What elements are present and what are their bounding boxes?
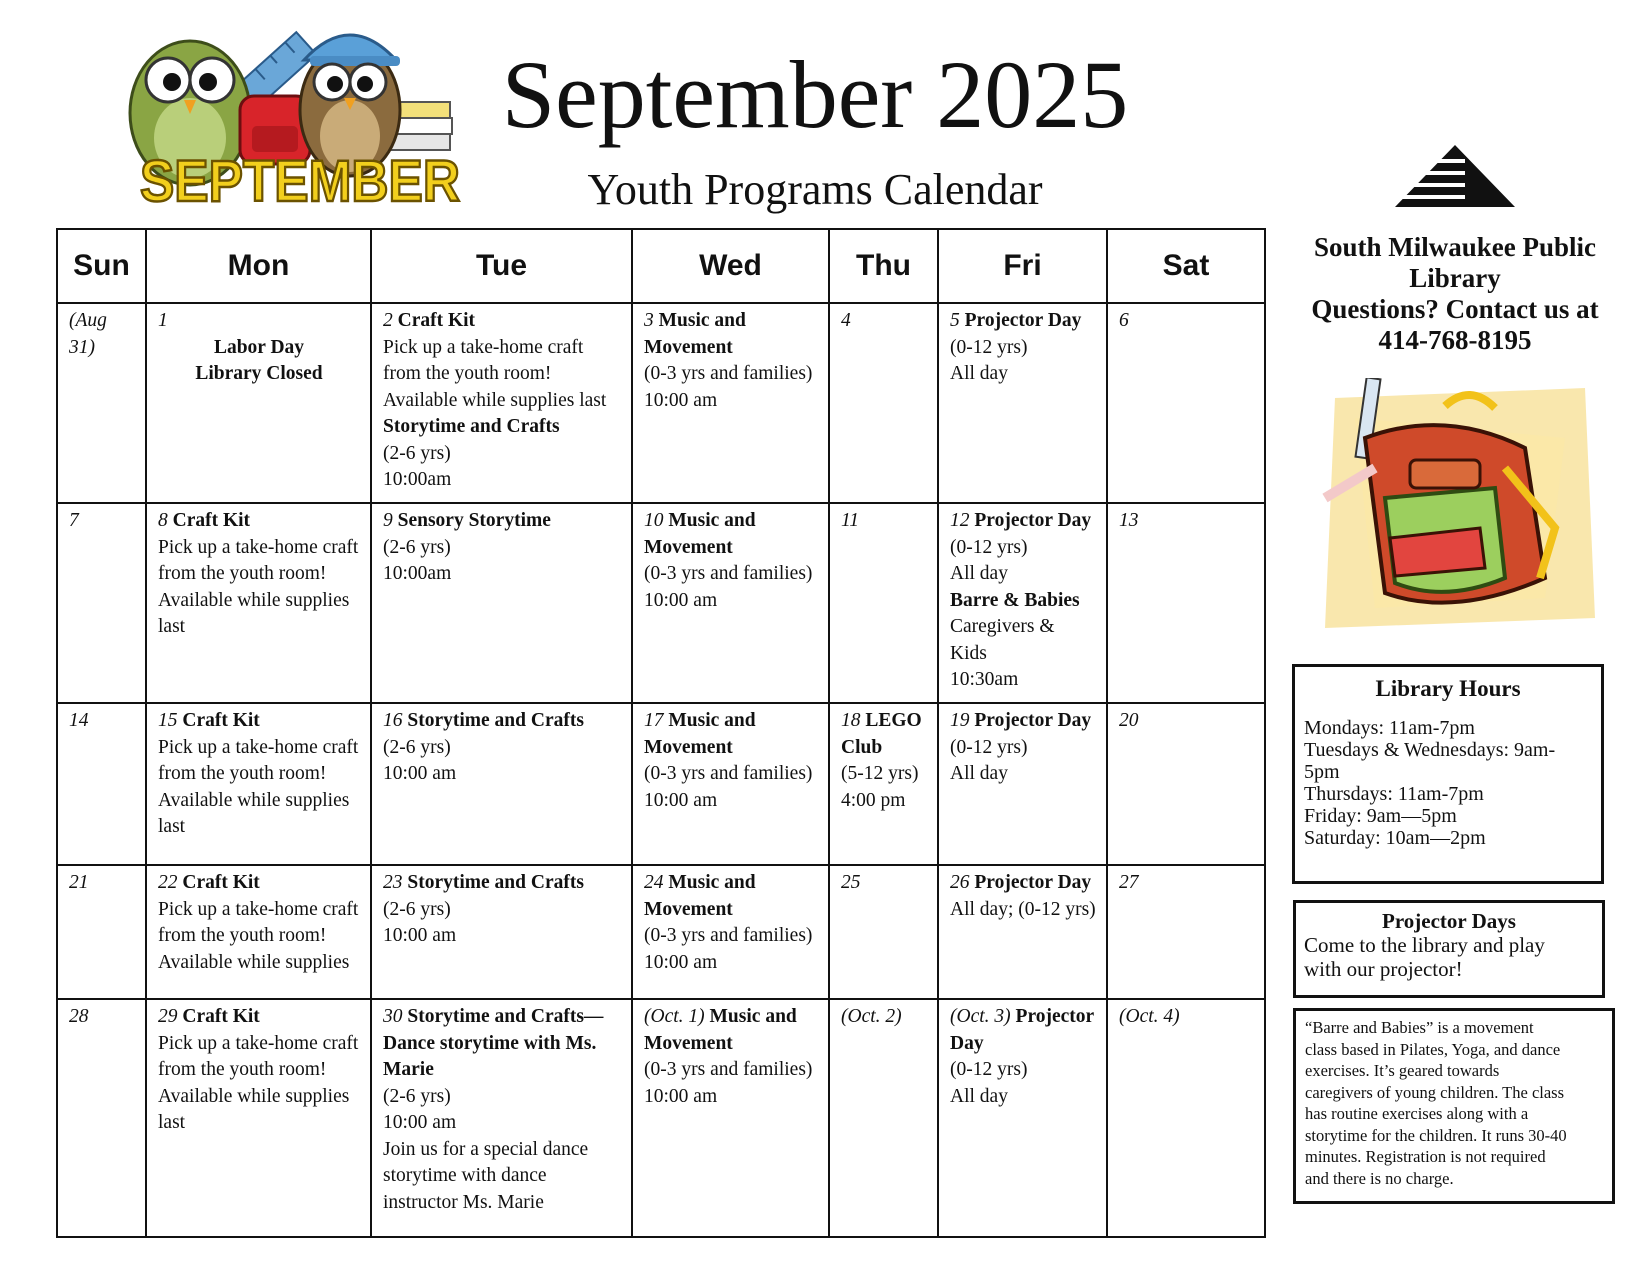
day-number: 15 xyxy=(158,710,178,732)
event-title: Labor Day xyxy=(213,336,305,358)
event-detail: (5-12 yrs) xyxy=(841,763,919,785)
day-number: (Oct. 4) xyxy=(1119,1006,1180,1028)
event-line xyxy=(644,708,818,735)
day-number: (Aug 31) xyxy=(69,310,107,358)
calendar-day-cell xyxy=(146,999,371,1237)
calendar-day-cell xyxy=(1107,503,1265,703)
barre-line: class based in Pilates, Yoga, and dance xyxy=(1305,1039,1561,1059)
calendar-day-cell xyxy=(146,865,371,999)
day-number: 11 xyxy=(841,510,860,532)
projector-days-box xyxy=(1293,900,1605,998)
event-detail: Available while supplies xyxy=(158,1085,350,1107)
event-title: Library Closed xyxy=(195,363,323,384)
barre-line: storytime for the children. It runs 30-40 xyxy=(1305,1125,1567,1145)
event-title: Storytime and Crafts xyxy=(407,710,584,732)
calendar-week-row xyxy=(57,503,1265,703)
event-line xyxy=(644,308,818,335)
event-title: Sensory Storytime xyxy=(397,510,551,532)
event-line xyxy=(383,508,621,535)
barre-line: and there is no charge. xyxy=(1305,1168,1454,1188)
projector-line: Come to the library and play xyxy=(1304,933,1545,957)
day-number: 5 xyxy=(950,310,960,331)
day-number: 14 xyxy=(69,710,89,732)
event-line xyxy=(383,870,621,897)
event-line xyxy=(158,708,360,735)
event-detail: All day xyxy=(950,363,1008,384)
event-detail: (0-12 yrs) xyxy=(950,336,1028,358)
barre-line: caregivers of young children. The class xyxy=(1305,1082,1565,1102)
barre-babies-box xyxy=(1293,1008,1615,1204)
event-line xyxy=(644,508,818,535)
event-detail: 10:00 am xyxy=(644,1085,718,1107)
day-number: 2 xyxy=(383,310,393,331)
weekday-sun: Sun xyxy=(57,229,146,303)
event-detail: last xyxy=(158,816,186,838)
day-number: 27 xyxy=(1119,872,1139,894)
event-line xyxy=(950,308,1096,335)
event-title: Craft Kit xyxy=(182,710,260,732)
calendar-week-row xyxy=(57,303,1265,503)
calendar-day-cell xyxy=(57,303,146,503)
event-detail: (0-3 yrs and families) xyxy=(644,763,813,785)
event-title: Projector Day xyxy=(974,710,1092,732)
event-detail: Pick up a take-home craft xyxy=(158,736,359,758)
event-detail: Available while supplies xyxy=(158,951,350,973)
calendar-day-cell xyxy=(938,865,1107,999)
weekday-thu: Thu xyxy=(829,229,938,303)
day-number: 28 xyxy=(69,1006,89,1028)
calendar-day-cell xyxy=(1107,865,1265,999)
projector-line: with our projector! xyxy=(1304,957,1463,981)
calendar-day-cell xyxy=(146,703,371,865)
event-title: Craft Kit xyxy=(172,510,251,532)
weekday-header-row xyxy=(57,229,1265,303)
event-line xyxy=(383,1004,621,1031)
event-detail: (2-6 yrs) xyxy=(383,736,451,758)
event-detail: last xyxy=(158,1112,186,1134)
event-detail: All day; (0-12 yrs) xyxy=(950,898,1096,920)
day-number: 21 xyxy=(69,872,89,894)
weekday-tue: Tue xyxy=(371,229,632,303)
event-title: Barre & Babies xyxy=(950,589,1080,611)
day-number: 9 xyxy=(383,510,393,532)
library-hours-box xyxy=(1292,664,1604,884)
calendar-week-row xyxy=(57,999,1265,1237)
day-number: 24 xyxy=(644,872,664,894)
library-name-line: South Milwaukee Public xyxy=(1313,232,1597,262)
event-title: Music and xyxy=(658,310,746,331)
event-title: Craft Kit xyxy=(182,1006,260,1028)
event-detail: Pick up a take-home craft xyxy=(158,536,359,558)
calendar-day-cell xyxy=(57,503,146,703)
event-detail: (0-12 yrs) xyxy=(950,736,1028,758)
weekday-wed: Wed xyxy=(632,229,829,303)
event-detail: Pick up a take-home craft xyxy=(383,336,584,358)
calendar-day-cell xyxy=(371,703,632,865)
calendar-day-cell xyxy=(57,865,146,999)
day-number: 20 xyxy=(1119,710,1139,732)
event-title: Movement xyxy=(644,536,733,558)
event-line xyxy=(950,1004,1096,1031)
hours-line: Saturday: 10am—2pm xyxy=(1304,827,1486,849)
event-title: Projector Day xyxy=(964,310,1082,331)
event-detail: Caregivers & Kids xyxy=(950,616,1055,664)
event-detail: 10:30am xyxy=(950,669,1019,691)
day-number: 1 xyxy=(158,310,168,331)
calendar-day-cell xyxy=(829,999,938,1237)
event-detail: 10:00am xyxy=(383,469,452,490)
event-detail: 10:00 am xyxy=(383,925,457,947)
event-title: Marie xyxy=(383,1059,434,1081)
calendar-day-cell xyxy=(146,503,371,703)
contact-line: Questions? Contact us at xyxy=(1311,294,1599,324)
event-title: Club xyxy=(841,736,883,758)
event-title: Storytime and Crafts xyxy=(383,416,560,437)
event-detail: 4:00 pm xyxy=(841,789,906,811)
event-title: Music and xyxy=(668,510,756,532)
day-number: 7 xyxy=(69,510,79,532)
event-line xyxy=(383,308,621,335)
event-title: Craft Kit xyxy=(182,872,260,894)
event-detail: Pick up a take-home craft xyxy=(158,898,359,920)
event-detail: 10:00am xyxy=(383,563,452,585)
day-number: 10 xyxy=(644,510,664,532)
library-name-line: Library xyxy=(1409,263,1501,293)
phone-number: 414-768-8195 xyxy=(1378,325,1532,355)
calendar-day-cell xyxy=(632,303,829,503)
event-line xyxy=(950,708,1096,735)
event-line xyxy=(950,508,1096,535)
calendar-day-cell xyxy=(829,703,938,865)
weekday-mon: Mon xyxy=(146,229,371,303)
day-number: 17 xyxy=(644,710,664,732)
day-number: 30 xyxy=(383,1006,403,1028)
event-title: Movement xyxy=(644,898,733,920)
event-title: Day xyxy=(950,1032,984,1054)
day-number: 13 xyxy=(1119,510,1139,532)
calendar-day-cell xyxy=(938,703,1107,865)
library-contact xyxy=(1290,232,1620,356)
event-title: Movement xyxy=(644,736,733,758)
event-title: Projector xyxy=(1015,1006,1095,1028)
event-detail: Join us for a special dance xyxy=(383,1138,589,1160)
library-logo xyxy=(1395,145,1515,211)
weekday-fri: Fri xyxy=(938,229,1107,303)
event-line xyxy=(158,508,360,535)
event-detail: (0-12 yrs) xyxy=(950,1059,1028,1081)
event-title: Storytime and Crafts— xyxy=(407,1006,604,1028)
projector-days-title: Projector Days xyxy=(1382,909,1516,933)
day-number: (Oct. 1) xyxy=(644,1006,705,1028)
calendar-day-cell xyxy=(371,865,632,999)
event-detail: 10:00 am xyxy=(644,951,718,973)
event-detail: from the youth room! xyxy=(158,925,327,947)
calendar-day-cell xyxy=(829,303,938,503)
event-detail: from the youth room! xyxy=(158,1059,327,1081)
calendar-day-cell xyxy=(632,703,829,865)
event-title: Music and xyxy=(668,872,756,894)
event-title: Music and xyxy=(668,710,756,732)
event-title: Dance storytime with Ms. xyxy=(383,1032,597,1054)
event-detail: (2-6 yrs) xyxy=(383,442,451,464)
weekday-sat: Sat xyxy=(1107,229,1265,303)
event-detail: instructor Ms. Marie xyxy=(383,1191,544,1213)
event-line xyxy=(950,870,1096,897)
event-detail: from the youth room! xyxy=(158,563,327,585)
calendar-day-cell xyxy=(371,503,632,703)
event-detail: 10:00 am xyxy=(644,389,718,411)
day-number: 23 xyxy=(383,872,403,894)
event-detail: Available while supplies xyxy=(158,589,350,611)
event-detail: (0-3 yrs and families) xyxy=(644,925,813,947)
calendar-day-cell xyxy=(371,303,632,503)
event-title: Craft Kit xyxy=(397,310,476,331)
day-number: 25 xyxy=(841,872,861,894)
barre-line: has routine exercises along with a xyxy=(1305,1104,1529,1123)
calendar-week-row xyxy=(57,865,1265,999)
event-line xyxy=(158,1004,360,1031)
hours-line: 5pm xyxy=(1304,761,1340,783)
calendar-day-cell xyxy=(57,999,146,1237)
event-line xyxy=(644,870,818,897)
day-number: 22 xyxy=(158,872,178,894)
event-line xyxy=(158,870,360,897)
calendar-day-cell xyxy=(938,303,1107,503)
event-detail: All day xyxy=(950,563,1008,585)
event-line xyxy=(841,708,927,735)
hours-line: Tuesdays & Wednesdays: 9am- xyxy=(1304,739,1556,761)
hours-line: Mondays: 11am-7pm xyxy=(1304,717,1475,739)
event-title: Storytime and Crafts xyxy=(407,872,584,894)
barre-line: exercises. It’s geared towards xyxy=(1305,1061,1500,1080)
calendar-day-cell xyxy=(371,999,632,1237)
event-title: Music and xyxy=(709,1006,797,1028)
september-owls-clipart xyxy=(120,18,480,213)
day-number: 16 xyxy=(383,710,403,732)
calendar-day-cell xyxy=(1107,303,1265,503)
library-hours-title: Library Hours xyxy=(1375,676,1521,701)
calendar-day-cell xyxy=(632,503,829,703)
calendar-day-cell xyxy=(632,865,829,999)
event-line xyxy=(644,1004,818,1031)
event-detail: from the youth room! xyxy=(383,363,552,384)
event-detail: (0-3 yrs and families) xyxy=(644,563,813,585)
september-clipart-text: SEPTEMBER xyxy=(140,149,460,213)
event-detail: 10:00 am xyxy=(644,789,718,811)
event-detail: last xyxy=(158,616,186,638)
calendar-day-cell xyxy=(146,303,371,503)
day-number: 26 xyxy=(950,872,970,894)
page-title: September 2025 xyxy=(501,41,1129,148)
event-detail: (0-3 yrs and families) xyxy=(644,1059,813,1081)
calendar-day-cell xyxy=(938,999,1107,1237)
event-detail: Available while supplies xyxy=(158,789,350,811)
event-detail: 10:00 am xyxy=(383,763,457,785)
day-number: 8 xyxy=(158,510,168,532)
day-number: (Oct. 2) xyxy=(841,1006,902,1028)
event-detail: (0-3 yrs and families) xyxy=(644,363,813,384)
calendar-day-cell xyxy=(938,503,1107,703)
day-number: (Oct. 3) xyxy=(950,1006,1011,1028)
event-detail: All day xyxy=(950,763,1008,785)
event-title: Projector Day xyxy=(974,510,1092,532)
event-detail: (0-12 yrs) xyxy=(950,536,1028,558)
event-detail: 10:00 am xyxy=(644,589,718,611)
day-number: 29 xyxy=(158,1006,178,1028)
day-number: 3 xyxy=(644,310,654,331)
event-detail: (2-6 yrs) xyxy=(383,1085,451,1107)
event-detail: Available while supplies last xyxy=(383,389,607,411)
day-number: 6 xyxy=(1119,310,1129,331)
event-detail: All day xyxy=(950,1085,1008,1107)
calendar-day-cell xyxy=(1107,703,1265,865)
day-number: 12 xyxy=(950,510,970,532)
event-detail: Pick up a take-home craft xyxy=(158,1032,359,1054)
calendar-day-cell xyxy=(829,865,938,999)
event-detail: storytime with dance xyxy=(383,1165,547,1187)
event-title: Movement xyxy=(644,1032,733,1054)
calendar-day-cell xyxy=(57,703,146,865)
event-line xyxy=(383,708,621,735)
event-title: Projector Day xyxy=(974,872,1092,894)
calendar-day-cell xyxy=(632,999,829,1237)
calendar-day-cell xyxy=(829,503,938,703)
calendar-grid xyxy=(56,228,1266,1238)
hours-line: Thursdays: 11am-7pm xyxy=(1304,783,1484,805)
backpack-clipart xyxy=(1295,378,1607,634)
day-number: 19 xyxy=(950,710,970,732)
event-detail: 10:00 am xyxy=(383,1112,457,1134)
event-title: LEGO xyxy=(865,710,922,732)
calendar-week-row xyxy=(57,703,1265,865)
hours-line: Friday: 9am—5pm xyxy=(1304,805,1457,827)
event-detail: (2-6 yrs) xyxy=(383,536,451,558)
day-number: 4 xyxy=(841,310,851,331)
event-detail: from the youth room! xyxy=(158,763,327,785)
event-detail: (2-6 yrs) xyxy=(383,898,451,920)
event-title: Movement xyxy=(644,336,733,358)
calendar-day-cell xyxy=(1107,999,1265,1237)
barre-line: minutes. Registration is not required xyxy=(1305,1147,1546,1166)
barre-line: “Barre and Babies” is a movement xyxy=(1305,1018,1534,1037)
page-subtitle: Youth Programs Calendar xyxy=(587,165,1043,214)
day-number: 18 xyxy=(841,710,861,732)
